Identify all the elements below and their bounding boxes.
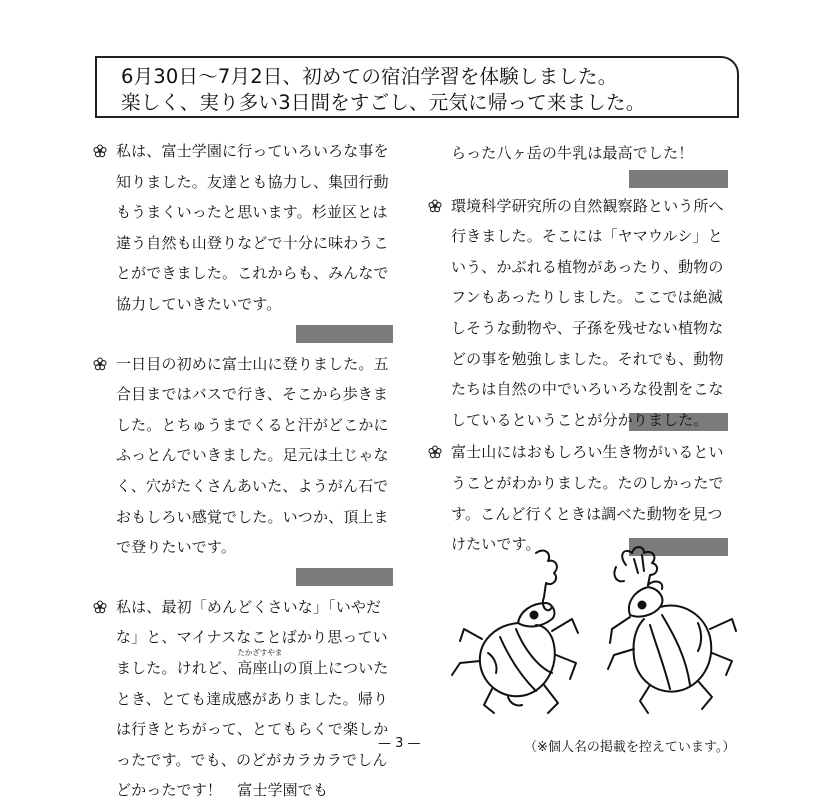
- flower-icon: [93, 144, 107, 158]
- left-column: [91, 136, 401, 806]
- redacted-name-1: [296, 325, 393, 343]
- rhinoceros-beetle-illustration: [440, 545, 740, 720]
- flower-icon: [93, 357, 107, 371]
- redacted-name-2: [296, 568, 393, 586]
- right-column: [426, 138, 736, 556]
- ruby-reading: たかざすやま: [237, 647, 283, 657]
- entry-3-continued: [426, 138, 736, 188]
- entry-1: [91, 136, 401, 343]
- entry-4-text: 環境科学研究所の自然観察路という所へ行きました。そこには「ヤマウルシ」という、かぶれる植物があったり、動物のフンもあったりしました。ここでは絶滅しそうな動物や、子孫を残せない植物などの事を勉強しました。それでも、動物たちは自然の中でいろいろな役割をこなしているということが分かりました。: [451, 196, 724, 429]
- entry-3-text-before: 私は、最初「めんどくさいな」「いやだな」と、マイナスなことばかり思っていました。けれど、: [116, 597, 388, 677]
- entry-4: [426, 191, 736, 432]
- header-line-1: 6月30日～7月2日、初めての宿泊学習を体験しました。: [121, 65, 618, 88]
- beetle-right: [608, 547, 736, 713]
- ruby-base: 高座山: [237, 658, 283, 677]
- entry-2: [91, 349, 401, 586]
- beetle-left: [452, 551, 578, 713]
- footnote: （※個人名の掲載を控えています。）: [524, 740, 736, 755]
- entry-5: [426, 437, 736, 555]
- entry-2-text: 一日目の初めに富士山に登りました。五合目まではバスで行き、そこから歩きました。とちゅうまでくると汗がどこかにふっとんでいきました。足元は土じゃなく、穴がたくさんあいた、ようがん石でおもしろい感覚でした。いつか、頂上まで登りたいです。: [116, 354, 389, 557]
- entry-3-continued-text: らった八ヶ岳の牛乳は最高でした！: [451, 144, 694, 162]
- flower-icon: [428, 199, 442, 213]
- header-line-2: 楽しく、実り多い3日間をすごし、元気に帰って来ました。: [121, 91, 646, 114]
- entry-1-text: 私は、富士学園に行っていろいろな事を知りました。友達とも協力し、集団行動もうまくいったと思います。杉並区とは違う自然も山登りなどで十分に味わうことができました。これからも、みんなで協力していきたいです。: [116, 142, 389, 313]
- flower-icon: [428, 445, 442, 459]
- redacted-name-3: [629, 170, 728, 188]
- flower-icon: [93, 600, 107, 614]
- header-banner: [95, 56, 739, 118]
- ruby-word: [237, 647, 283, 684]
- page-number: — 3 —: [378, 736, 421, 751]
- entry-3-text-after: の頂上についたとき、とても達成感がありました。帰りは行きとちがって、とてもらくで楽しかったです。でも、のどがカラカラでしんどかったです！ 富士学園でも: [116, 658, 389, 800]
- entry-5-text: 富士山にはおもしろい生き物がいるということがわかりました。たのしかったです。こんど行くときは調べた動物を見つけたいです。: [451, 443, 724, 554]
